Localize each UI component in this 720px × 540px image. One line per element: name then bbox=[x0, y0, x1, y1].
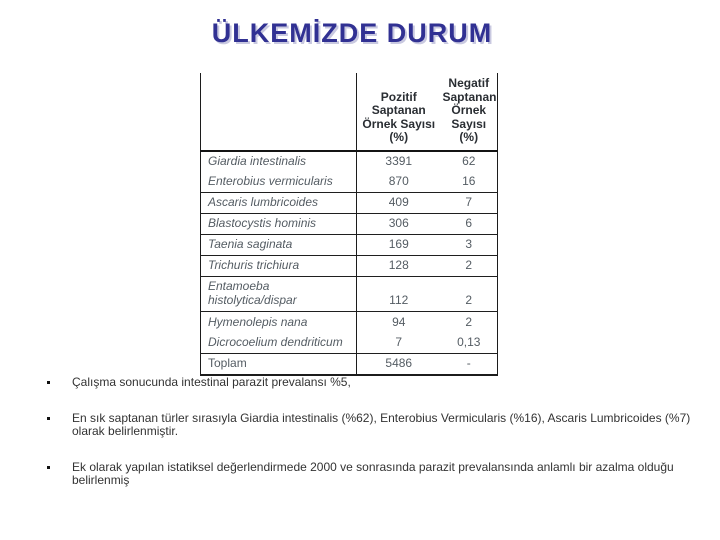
species-cell: Taenia saginata bbox=[201, 235, 357, 256]
negatif-cell: 2 bbox=[441, 256, 498, 277]
negatif-cell: 0,13 bbox=[457, 335, 481, 349]
pozitif-cell: 306 bbox=[357, 214, 441, 235]
pozitif-cell: 409 bbox=[357, 193, 441, 214]
negatif-cell: 6 bbox=[441, 214, 498, 235]
table-row bbox=[201, 312, 498, 333]
table-header-negatif: Negatif Saptanan Örnek Sayısı (%) bbox=[441, 73, 498, 151]
negatif-cell: 16 bbox=[462, 174, 476, 188]
bullet-item bbox=[45, 412, 692, 439]
negatif-cell: 7 bbox=[441, 193, 498, 214]
table-row bbox=[201, 277, 498, 312]
bullet-item bbox=[45, 461, 692, 488]
pozitif-cell: 112 bbox=[357, 277, 441, 312]
species-cell: Ascaris lumbricoides bbox=[201, 193, 357, 214]
parasite-table bbox=[200, 73, 498, 376]
table-row bbox=[201, 354, 498, 376]
species-cell: Toplam bbox=[201, 354, 357, 376]
slide-title: ÜLKEMİZDE DURUM bbox=[211, 18, 493, 48]
negatif-cell: 3 bbox=[441, 235, 498, 256]
bullet-item bbox=[45, 376, 692, 390]
bullet-text: Ek olarak yapılan istatiksel değerlendirmede 2000 ve sonrasında parazit prevalansında anlamlı bir azalma olduğu belirlenmiş bbox=[72, 459, 674, 487]
species-cell: Dicrocoelium dendriticum bbox=[201, 333, 357, 354]
negatif-cell: 2 bbox=[441, 312, 498, 333]
pozitif-cell: 3391 bbox=[385, 153, 413, 168]
table-row bbox=[201, 214, 498, 235]
pozitif-cell: 169 bbox=[357, 235, 441, 256]
table-row bbox=[201, 193, 498, 214]
bullet-marker-icon bbox=[47, 381, 50, 384]
species-cell: Trichuris trichiura bbox=[201, 256, 357, 277]
bullet-list bbox=[45, 376, 692, 510]
table-row bbox=[201, 172, 498, 193]
species-cell: Enterobius vermicularis bbox=[201, 172, 357, 193]
pozitif-cell: 94 bbox=[357, 312, 441, 333]
species-cell: Entamoeba histolytica/dispar bbox=[201, 277, 357, 312]
negatif-cell: 2 bbox=[441, 277, 498, 312]
pozitif-cell: 870 bbox=[388, 174, 409, 188]
species-cell: Giardia intestinalis bbox=[201, 151, 357, 172]
bullet-marker-icon bbox=[47, 466, 50, 469]
table-row bbox=[201, 333, 498, 354]
table-row bbox=[201, 151, 498, 172]
parasite-table-figure bbox=[200, 73, 498, 376]
pozitif-cell: 5486 bbox=[357, 354, 441, 376]
species-cell: Blastocystis hominis bbox=[201, 214, 357, 235]
table-row bbox=[201, 256, 498, 277]
bullet-text: Çalışma sonucunda intestinal parazit prevalansı %5, bbox=[72, 375, 351, 389]
pozitif-cell: 7 bbox=[395, 335, 403, 349]
negatif-cell: 62 bbox=[462, 153, 476, 168]
bullet-text: En sık saptanan türler sırasıyla Giardia intestinalis (%62), Enterobius Vermicularis (%16), Ascaris Lumbricoides (%7) olarak belirlenmiştir. bbox=[72, 410, 691, 438]
table-header-row bbox=[201, 73, 498, 151]
table-header-pozitif: Pozitif Saptanan Örnek Sayısı (%) bbox=[357, 73, 441, 151]
negatif-cell: - bbox=[441, 354, 498, 376]
table-header-species bbox=[201, 73, 357, 151]
bullet-marker-icon bbox=[47, 417, 50, 420]
pozitif-cell: 128 bbox=[357, 256, 441, 277]
table-row bbox=[201, 235, 498, 256]
species-cell: Hymenolepis nana bbox=[201, 312, 357, 333]
